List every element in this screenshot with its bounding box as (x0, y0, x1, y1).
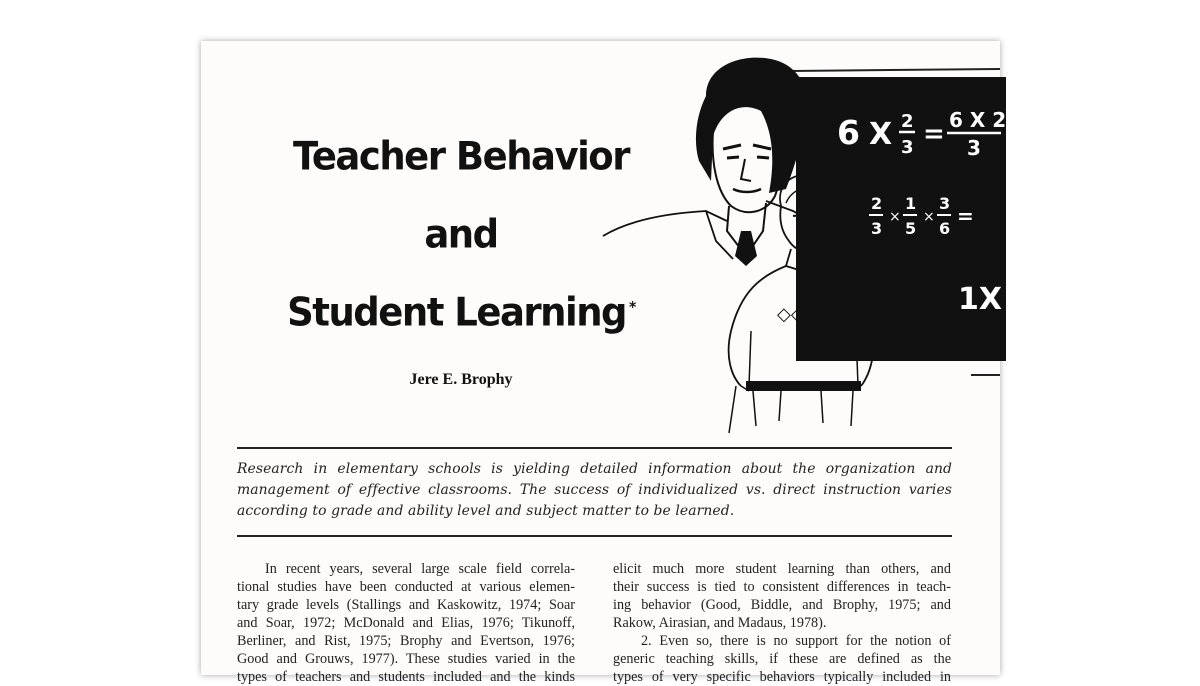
body-right-line: types of very specific behaviors typically included in (613, 669, 951, 685)
teacher-tie (735, 231, 757, 266)
board-row2-n1: 2 (871, 194, 883, 213)
student-legs (753, 391, 853, 426)
abstract-line-1: Research in elementary schools is yielding detailed information about the organization and (237, 461, 952, 477)
title-footnote-mark: * (629, 299, 635, 316)
abstract-line-2: management of effective classrooms. The success of individualized vs. direct instruction varies (237, 482, 952, 498)
teacher-eyes (727, 157, 769, 158)
board-row2-d2: 5 (905, 219, 917, 238)
title-line-3-text: Student Learning (287, 289, 627, 336)
student-belt (746, 381, 861, 391)
teacher-face (713, 126, 781, 212)
teacher-student-illustration (601, 41, 1007, 441)
body-left-line: and Soar, 1972; McDonald and Elias, 1976; Tikunoff, (237, 615, 575, 631)
abstract-line-3: according to grade and ability level and subject matter to be learned. (237, 503, 735, 519)
board-row1-num1: 2 (901, 111, 914, 132)
author-name: Jere E. Brophy (409, 371, 513, 388)
abstract (237, 459, 952, 522)
board-row2-equals: = (957, 204, 974, 228)
body-left-line: In recent years, several large scale field correla- (265, 561, 575, 577)
body-right-line: elicit much more student learning than others, and (613, 561, 951, 577)
board-row3: 1X (958, 282, 1003, 317)
board-row2-times1: × (889, 209, 901, 225)
blackboard-frame (791, 69, 1000, 71)
board-row1-times: X (869, 117, 893, 152)
body-left-line: Berliner, and Rist, 1975; Brophy and Evertson, 1976; (237, 633, 575, 649)
body-right-line: ing behavior (Good, Biddle, and Brophy, 1975; and (613, 597, 951, 613)
board-row1-den2: 3 (967, 136, 981, 160)
student-sweater-pattern: ◇◇◇× (777, 304, 834, 325)
teacher-brows (723, 145, 771, 149)
board-row2-n3: 3 (939, 194, 951, 213)
board-row2-times2: × (923, 209, 935, 225)
abstract-bottom-rule (237, 535, 952, 537)
student-hand (729, 386, 749, 433)
body-left-column (237, 560, 575, 686)
body-left-line: Good and Grouws, 1977). These studies varied in the (237, 651, 575, 667)
title-line-1: Teacher Behavior (293, 133, 629, 180)
body-left-line: tional studies have been conducted at various elemen- (237, 579, 575, 595)
teacher-hair (696, 58, 808, 193)
body-left-line: tary grade levels (Stallings and Kaskowitz, 1974; Soar (237, 597, 575, 613)
body-right-line: 2. Even so, there is no support for the notion of (641, 633, 951, 649)
board-row2-n2: 1 (905, 194, 917, 213)
body-left-line: types of teachers and students included and the kinds (237, 669, 575, 685)
body-right-line: Rakow, Airasian, and Madaus, 1978). (613, 615, 827, 631)
board-row1-num2: 6 X 2 (949, 108, 1007, 132)
teacher-mouth (733, 189, 761, 192)
teacher-nose (741, 159, 751, 181)
article-page (201, 41, 1007, 685)
board-row2-d3: 6 (939, 219, 951, 238)
board-row1-equals: = (923, 119, 945, 149)
body-right-line: their success is tied to consistent differences in teach- (613, 579, 951, 595)
title-line-2: and (424, 211, 498, 258)
board-row2-d1: 3 (871, 219, 883, 238)
abstract-top-rule (237, 447, 952, 449)
board-row1-six: 6 (837, 113, 860, 152)
body-right-column (613, 560, 951, 686)
body-right-line: generic teaching skills, if these are defined as the (613, 651, 951, 667)
board-row1-den1: 3 (901, 137, 914, 158)
